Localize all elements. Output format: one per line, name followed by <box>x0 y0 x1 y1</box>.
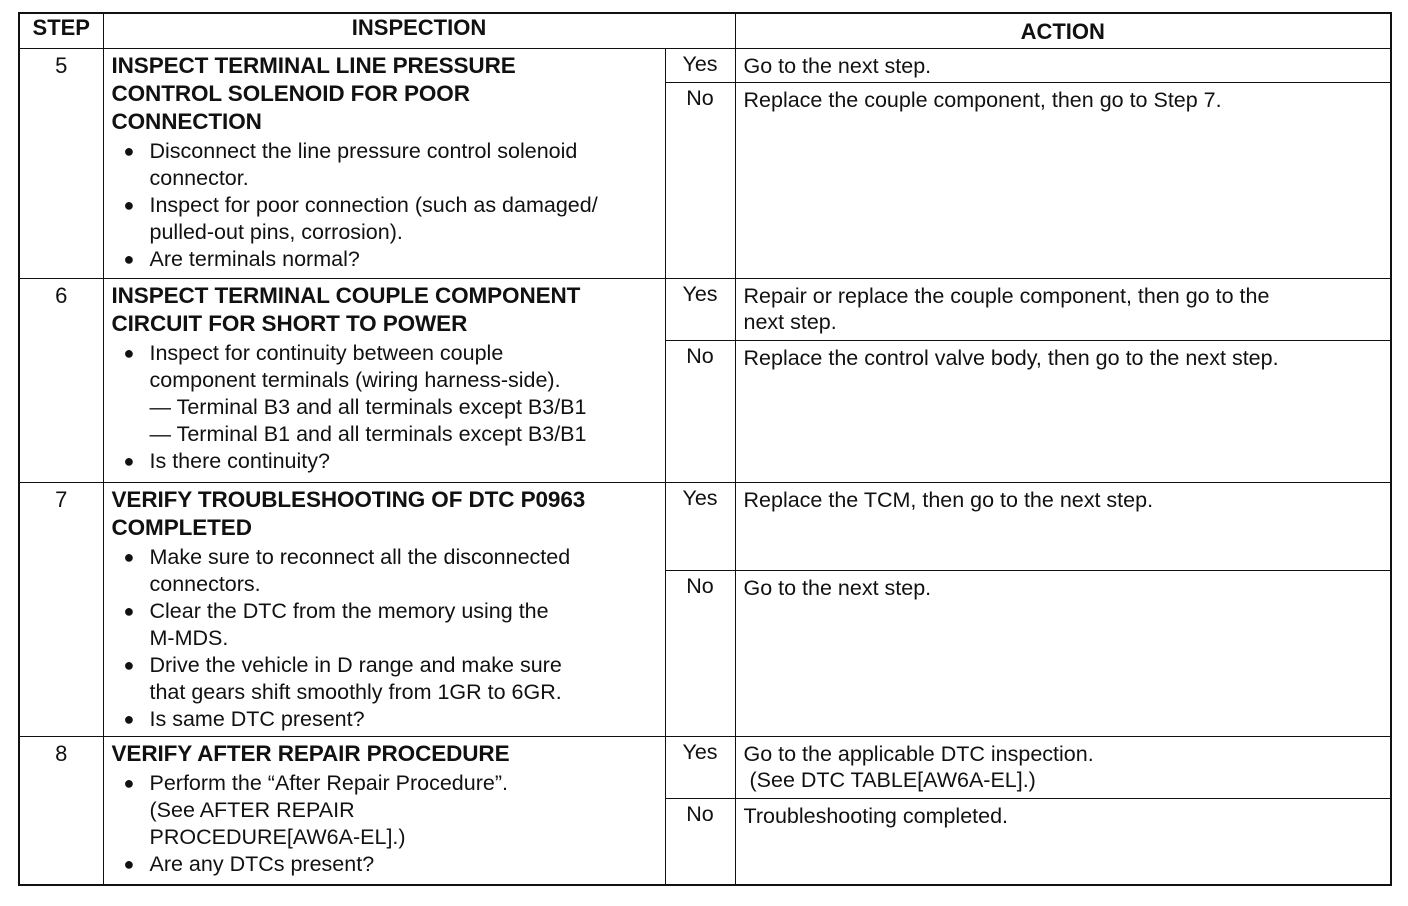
table-header-row <box>19 13 1391 49</box>
text-line: Perform the “After Repair Procedure”. <box>149 771 508 795</box>
text-line: that gears shift smoothly from 1GR to 6GR. <box>149 680 562 704</box>
text-line: Clear the DTC from the memory using the <box>149 599 549 623</box>
text-line: VERIFY TROUBLESHOOTING OF DTC P0963 <box>111 487 586 512</box>
bullet-icon: ● <box>123 141 135 161</box>
bullet-icon: ● <box>123 451 135 471</box>
table-row <box>19 737 1391 799</box>
text-line: CIRCUIT FOR SHORT TO POWER <box>111 311 468 336</box>
list-item <box>112 192 659 246</box>
header-inspection: INSPECTION <box>103 13 735 49</box>
text-line: Replace the control valve body, then go to the next step. <box>743 346 1279 370</box>
inspection-cell <box>103 49 665 279</box>
inspection-title <box>112 486 659 542</box>
bullet-icon: ● <box>123 773 135 793</box>
dtc-troubleshooting-table <box>18 12 1392 886</box>
text-line: Make sure to reconnect all the disconnected <box>149 545 571 569</box>
yes-action <box>735 49 1391 83</box>
text-line: component terminals (wiring harness-side). <box>149 368 561 392</box>
header-action: ACTION <box>735 13 1391 49</box>
text-line: Repair or replace the couple component, then go to the <box>743 284 1270 308</box>
step-number: 5 <box>19 49 103 279</box>
no-action <box>735 83 1391 279</box>
no-action <box>735 799 1391 886</box>
inspection-title <box>112 282 659 338</box>
inspection-cell <box>103 737 665 886</box>
text-line: — Terminal B1 and all terminals except B3/B1 <box>149 422 587 446</box>
inspection-cell <box>103 279 665 483</box>
text-line: Inspect for poor connection (such as damaged/ <box>149 193 598 217</box>
table-row <box>19 483 1391 571</box>
yes-action <box>735 483 1391 571</box>
step-number: 8 <box>19 737 103 886</box>
list-item <box>112 544 659 598</box>
text-line: Drive the vehicle in D range and make sure <box>149 653 562 677</box>
text-line: Replace the couple component, then go to Step 7. <box>743 88 1222 112</box>
list-item <box>112 706 659 733</box>
no-label: No <box>665 341 735 483</box>
bullet-icon: ● <box>123 655 135 675</box>
text-line: INSPECT TERMINAL COUPLE COMPONENT <box>111 283 581 308</box>
no-label: No <box>665 571 735 737</box>
bullet-icon: ● <box>123 854 135 874</box>
text-line: Replace the TCM, then go to the next step. <box>743 488 1154 512</box>
list-item <box>112 340 659 448</box>
bullet-icon: ● <box>123 195 135 215</box>
text-line: (See DTC TABLE[AW6A-EL].) <box>749 768 1036 792</box>
yes-label: Yes <box>665 737 735 799</box>
bullet-icon: ● <box>123 343 135 363</box>
list-item <box>112 138 659 192</box>
text-line: Go to the next step. <box>743 54 932 78</box>
text-line: PROCEDURE[AW6A-EL].) <box>149 825 406 849</box>
text-line: Are terminals normal? <box>149 247 360 271</box>
text-line: CONTROL SOLENOID FOR POOR <box>111 81 470 106</box>
no-label: No <box>665 799 735 886</box>
yes-label: Yes <box>665 483 735 571</box>
inspection-bullets <box>112 544 659 733</box>
bullet-icon: ● <box>123 547 135 567</box>
header-step: STEP <box>19 13 103 49</box>
text-line: CONNECTION <box>111 109 262 134</box>
text-line: connectors. <box>149 572 261 596</box>
list-item <box>112 770 659 851</box>
yes-label: Yes <box>665 279 735 341</box>
text-line: M-MDS. <box>149 626 229 650</box>
text-line: Are any DTCs present? <box>149 852 375 876</box>
text-line: Go to the next step. <box>743 576 932 600</box>
text-line: next step. <box>743 310 837 334</box>
text-line: Inspect for continuity between couple <box>149 341 504 365</box>
text-line: Go to the applicable DTC inspection. <box>743 742 1094 766</box>
text-line: INSPECT TERMINAL LINE PRESSURE <box>111 53 516 78</box>
table-row <box>19 49 1391 83</box>
step-number: 6 <box>19 279 103 483</box>
text-line: — Terminal B3 and all terminals except B3/B1 <box>149 395 587 419</box>
text-line: COMPLETED <box>111 515 252 540</box>
procedure-table-frame <box>18 12 1390 886</box>
bullet-icon: ● <box>123 249 135 269</box>
bullet-icon: ● <box>123 709 135 729</box>
text-line: pulled-out pins, corrosion). <box>149 220 403 244</box>
bullet-icon: ● <box>123 601 135 621</box>
list-item <box>112 246 659 273</box>
list-item <box>112 851 659 878</box>
text-line: Troubleshooting completed. <box>743 804 1009 828</box>
text-line: Is there continuity? <box>149 449 330 473</box>
no-label: No <box>665 83 735 279</box>
text-line: VERIFY AFTER REPAIR PROCEDURE <box>111 741 510 766</box>
inspection-bullets <box>112 770 659 878</box>
text-line: Disconnect the line pressure control solenoid <box>149 139 578 163</box>
inspection-bullets <box>112 138 659 273</box>
table-row <box>19 279 1391 341</box>
step-number: 7 <box>19 483 103 737</box>
text-line: (See AFTER REPAIR <box>149 798 355 822</box>
inspection-bullets <box>112 340 659 475</box>
inspection-cell <box>103 483 665 737</box>
list-item <box>112 448 659 475</box>
no-action <box>735 341 1391 483</box>
yes-label: Yes <box>665 49 735 83</box>
inspection-title <box>112 52 659 136</box>
text-line: Is same DTC present? <box>149 707 365 731</box>
inspection-title <box>112 740 659 768</box>
list-item <box>112 598 659 652</box>
yes-action <box>735 279 1391 341</box>
text-line: connector. <box>149 166 249 190</box>
no-action <box>735 571 1391 737</box>
yes-action <box>735 737 1391 799</box>
list-item <box>112 652 659 706</box>
